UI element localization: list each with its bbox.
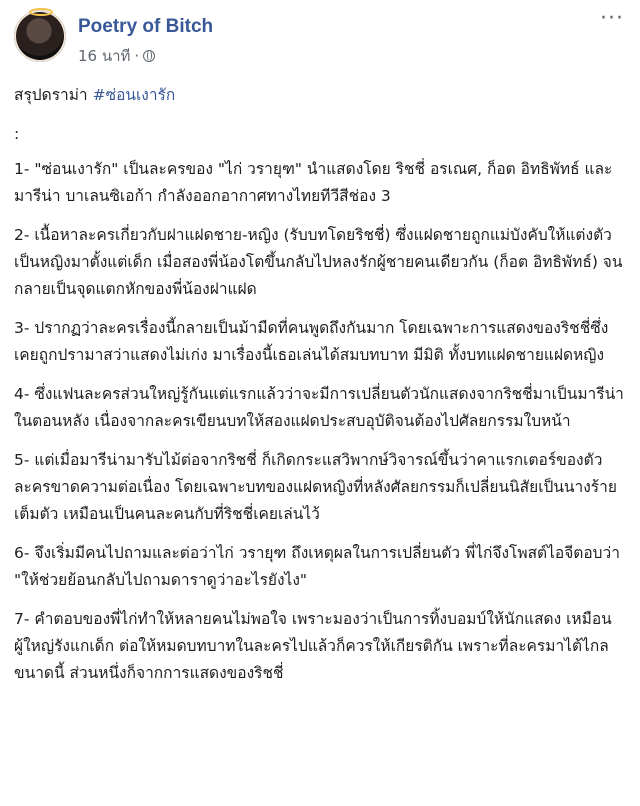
- list-item: 6- จึงเริ่มมีคนไปถามและต่อว่าไก่ วรายุฑ ถึงเหตุผลในการเปลี่ยนตัว พี่ไก่จึงโพสต์ไอจีตอบว่า "ให้ช่วยย้อนกลับไปถามดาราดูว่าอะไรยังไง": [14, 544, 620, 589]
- list-item: 2- เนื้อหาละครเกี่ยวกับฝาแฝดชาย-หญิง (รับบทโดยริชชี่) ซึ่งแฝดชายถูกแม่บังคับให้แต่งตัวเป็นหญิงมาตั้งแต่เด็ก เมื่อสองพี่น้องโตขึ้นกลับไปหลงรักผู้ชายคนเดียวกัน (ก็อต อิทธิพัทธ์) จนกลายเป็นจุดแตกหักของพี่น้องฝาแฝด: [14, 226, 623, 298]
- list-item: 1- "ซ่อนเงารัก" เป็นละครของ "ไก่ วรายุฑ" นำแสดงโดย ริชชี่ อรเณศ, ก็อต อิทธิพัทธ์ และมารีน่า บาเลนซิเอก้า กำลังออกอากาศทางไทยทีวีสีช่อง 3: [14, 160, 613, 205]
- post-header: [14, 6, 626, 70]
- globe-icon[interactable]: [143, 50, 155, 62]
- page-name-link[interactable]: Poetry of Bitch: [78, 16, 214, 37]
- post-body: [14, 82, 626, 699]
- list-item: 3- ปรากฏว่าละครเรื่องนี้กลายเป็นม้ามืดที่คนพูดถึงกันมาก โดยเฉพาะการแสดงของริชชี่ซึ่งเคยถูกปรามาสว่าแสดงไม่เก่ง มาเรื่องนี้เธอเล่นได้สมบทบาท มีมิติ ทั้งบทแฝดชายแฝดหญิง: [14, 319, 609, 364]
- post-timestamp[interactable]: 16 นาที: [78, 47, 131, 65]
- hashtag-link[interactable]: #ซ่อนเงารัก: [92, 86, 176, 104]
- title-prefix: สรุปดราม่า: [14, 86, 93, 104]
- list-item: 7- คำตอบของพี่ไก่ทำให้หลายคนไม่พอใจ เพราะมองว่าเป็นการทิ้งบอมบ์ให้นักแสดง เหมือนผู้ใหญ่รังแกเด็ก ต่อให้หมดบทบาทในละครไปแล้วก็ควรให้เกียรติกัน เพราะที่ละครมาไต้ไกลขนาดนี้ ส่วนหนึ่งก็จากการแสดงของริชชี่: [14, 610, 612, 682]
- list-item: 5- แต่เมื่อมารีน่ามารับไม้ต่อจากริชชี่ ก็เกิดกระแสวิพากษ์วิจารณ์ขึ้นว่าคาแรกเตอร์ของตัวละครขาดความต่อเนื่อง โดยเฉพาะบทของแฝดหญิงที่หลังศัลยกรรมก็เปลี่ยนนิสัยเป็นนางร้ายเต็มตัว เหมือนเป็นคนละคนกับที่ริชชี่เคยเล่นไว้: [14, 451, 617, 523]
- post-title: [14, 82, 626, 109]
- more-horizontal-icon[interactable]: ···: [600, 6, 624, 31]
- halo-icon: [29, 8, 53, 16]
- meta-separator: ·: [134, 47, 140, 65]
- list-item: 4- ซึ่งแฟนละครส่วนใหญ่รู้กันแต่แรกแล้วว่าจะมีการเปลี่ยนตัวนักแสดงจากริชชี่มาเป็นมารีน่าในตอนหลัง เนื่องจากละครเขียนบทให้สองแฝดประสบอุบัติจนต้องไปศัลยกรรมใบหน้า: [14, 385, 624, 430]
- post-meta: [78, 44, 155, 68]
- separator-colon: :: [14, 125, 20, 143]
- page-avatar[interactable]: [14, 10, 66, 62]
